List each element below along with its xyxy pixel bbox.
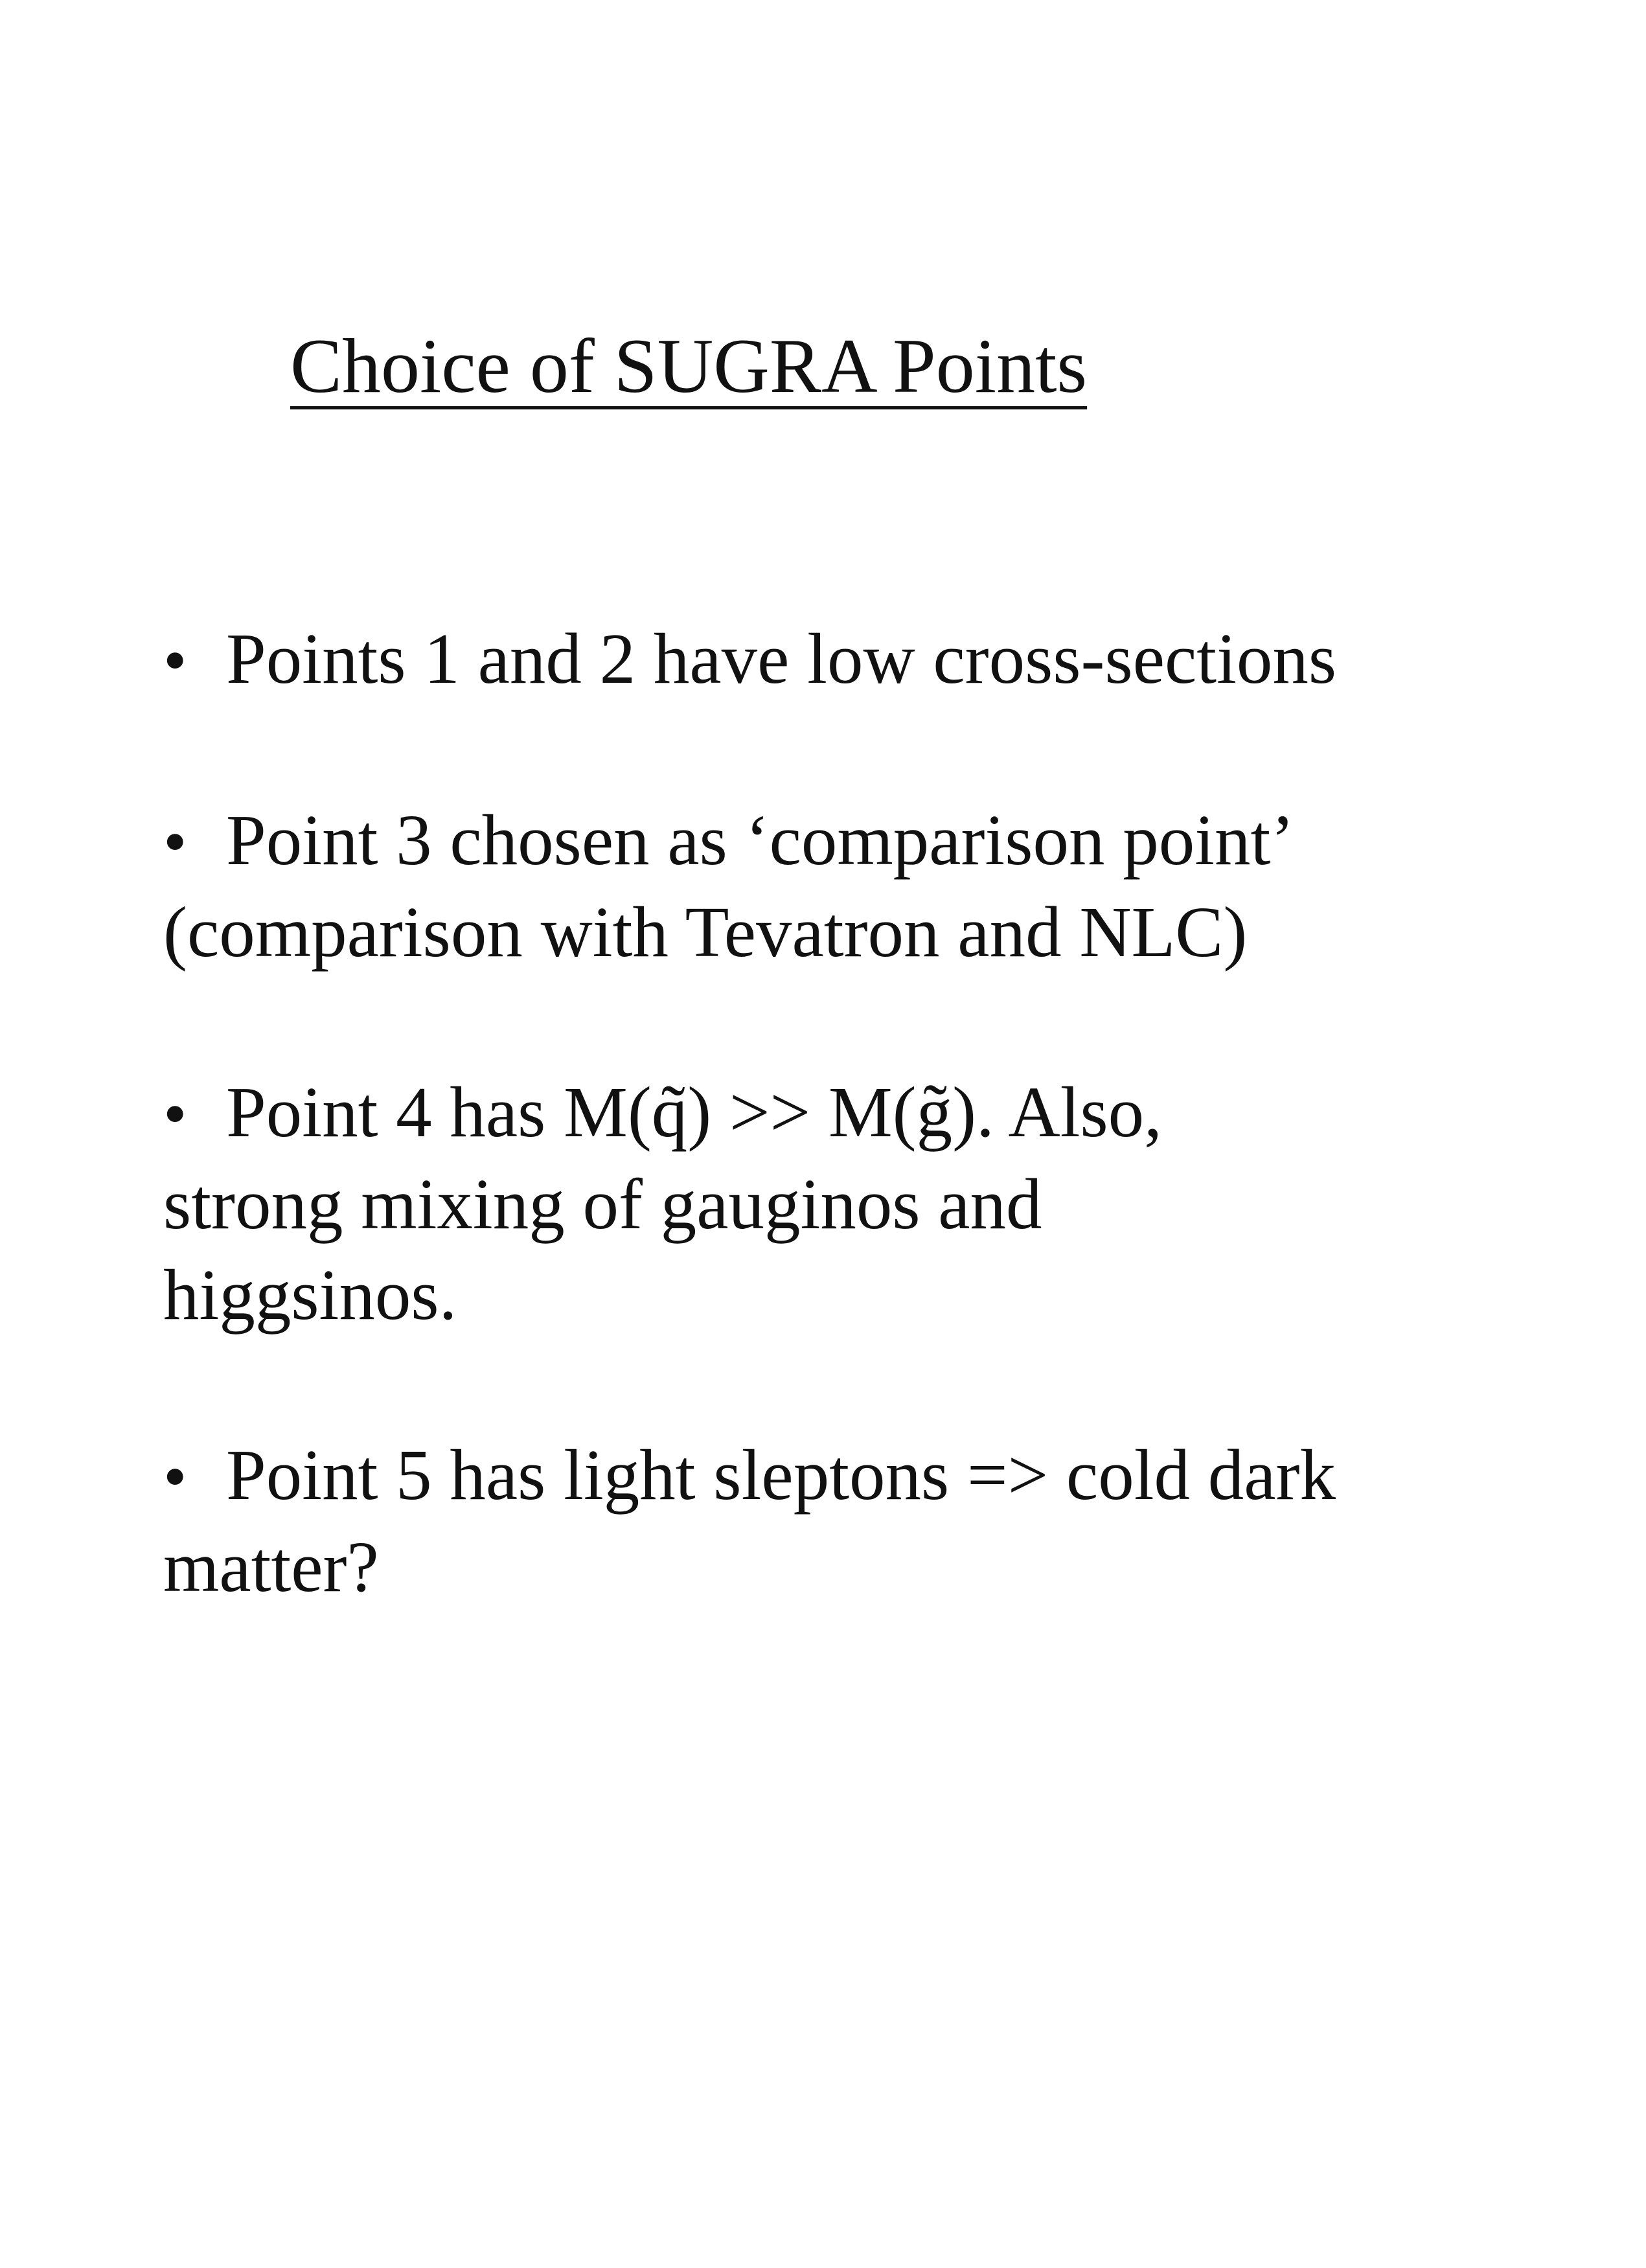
list-item-text: Point 3 chosen as ‘comparison point’: [226, 801, 1295, 880]
page-title: Choice of SUGRA Points: [290, 323, 1088, 409]
list-item-text: Point 5 has light sleptons => cold dark: [226, 1436, 1336, 1515]
list-item: [163, 1430, 1336, 1613]
list-item-text: matter?: [163, 1528, 379, 1607]
list-item-line: [163, 1068, 1162, 1160]
list-item-text: Point 4 has M(q̃) >> M(g̃). Also,: [226, 1073, 1162, 1152]
list-item-line: [163, 1430, 1336, 1522]
bullet-icon: •: [163, 805, 187, 879]
list-item: [163, 796, 1294, 978]
list-item: [163, 614, 1336, 706]
bullet-icon: •: [163, 623, 187, 698]
list-item-text: strong mixing of gauginos and: [163, 1165, 1042, 1244]
bullet-icon: •: [163, 1077, 187, 1151]
list-item-line: [163, 888, 1294, 978]
list-item-line: [163, 1250, 1162, 1341]
list-item-line: [163, 1522, 1336, 1613]
list-item-text: higgsinos.: [163, 1255, 457, 1335]
list-item: [163, 1068, 1162, 1341]
list-item-text: (comparison with Tevatron and NLC): [163, 893, 1248, 972]
list-item-text: Points 1 and 2 have low cross-sections: [226, 619, 1337, 699]
list-item-line: [163, 1160, 1162, 1250]
list-item-line: [163, 614, 1336, 706]
list-item-line: [163, 796, 1294, 888]
bullet-icon: •: [163, 1439, 187, 1514]
